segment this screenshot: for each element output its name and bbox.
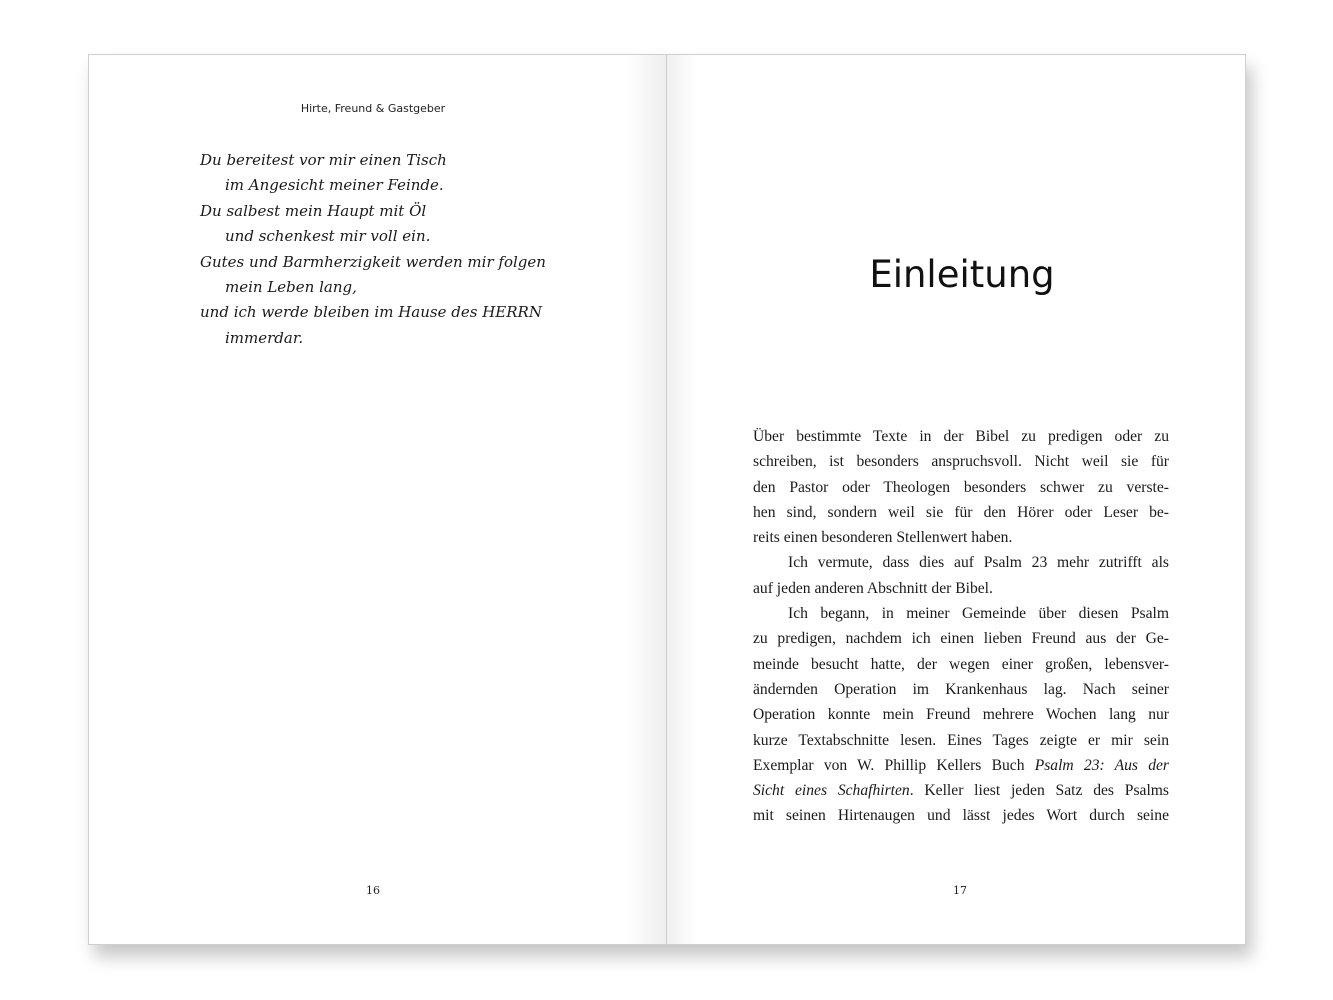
text-line: reits einen besonderen Stellenwert haben. (753, 529, 1013, 547)
text-run: . Keller liest jeden Satz des Psalms (909, 782, 1169, 800)
page-number: 17 (953, 884, 967, 897)
running-head: Hirte, Freund & Gastgeber (300, 102, 446, 115)
poem-line: mein Leben lang, (225, 278, 357, 297)
text-line: hen sind, sondern weil sie für den Hörer oder Leser be- (753, 503, 1169, 521)
text-run: Exemplar von W. Phillip Kellers Buch (753, 756, 1035, 774)
poem-line: und schenkest mir voll ein. (225, 227, 431, 246)
poem-line: im Angesicht meiner Feinde. (225, 176, 444, 195)
poem-line: Du salbest mein Haupt mit Öl (200, 201, 427, 220)
left-page (88, 54, 668, 945)
right-page (666, 54, 1246, 945)
text-line: zu predigen, nachdem ich einen lieben Freund aus der Ge- (753, 630, 1169, 648)
poem-line: Gutes und Barmherzigkeit werden mir folgen (200, 252, 546, 271)
text-line: schreiben, ist besonders anspruchsvoll. Nicht weil sie für (753, 453, 1169, 471)
poem-line: Du bereitest vor mir einen Tisch (200, 151, 447, 169)
text-line: Operation konnte mein Freund mehrere Wochen lang nur (753, 706, 1169, 724)
text-line (753, 778, 1169, 803)
poem-line: und ich werde bleiben im Hause des HERRN (200, 303, 542, 322)
text-line: Ich vermute, dass dies auf Psalm 23 mehr zutrifft als (788, 554, 1169, 572)
text-line: auf jeden anderen Abschnitt der Bibel. (753, 579, 993, 597)
body-text (753, 424, 1169, 829)
book-title-part: Psalm 23: Aus der (1034, 756, 1169, 774)
text-line: ändernden Operation im Krankenhaus lag. Nach seiner (753, 680, 1169, 698)
gutter-shadow (627, 55, 667, 944)
book-spread (88, 54, 1246, 945)
chapter-title: Einleitung (869, 253, 1055, 296)
gutter-shadow (667, 55, 697, 944)
poem-line: immerdar. (225, 328, 304, 347)
page-number: 16 (366, 884, 380, 897)
text-line: mit seinen Hirtenaugen und lässt jedes Wort durch seine (753, 807, 1169, 825)
book-title-part: Sicht eines Schafhirten (753, 782, 910, 800)
text-line: kurze Textabschnitte lesen. Eines Tages zeigte er mir sein (753, 731, 1169, 749)
psalm-verse (200, 148, 546, 351)
text-line: meinde besucht hatte, der wegen einer großen, lebensver- (753, 655, 1169, 673)
text-line: Über bestimmte Texte in der Bibel zu predigen oder zu (753, 428, 1169, 445)
text-line: den Pastor oder Theologen besonders schwer zu verste- (753, 478, 1169, 496)
text-line: Ich begann, in meiner Gemeinde über diesen Psalm (788, 605, 1169, 623)
text-line (753, 753, 1169, 778)
